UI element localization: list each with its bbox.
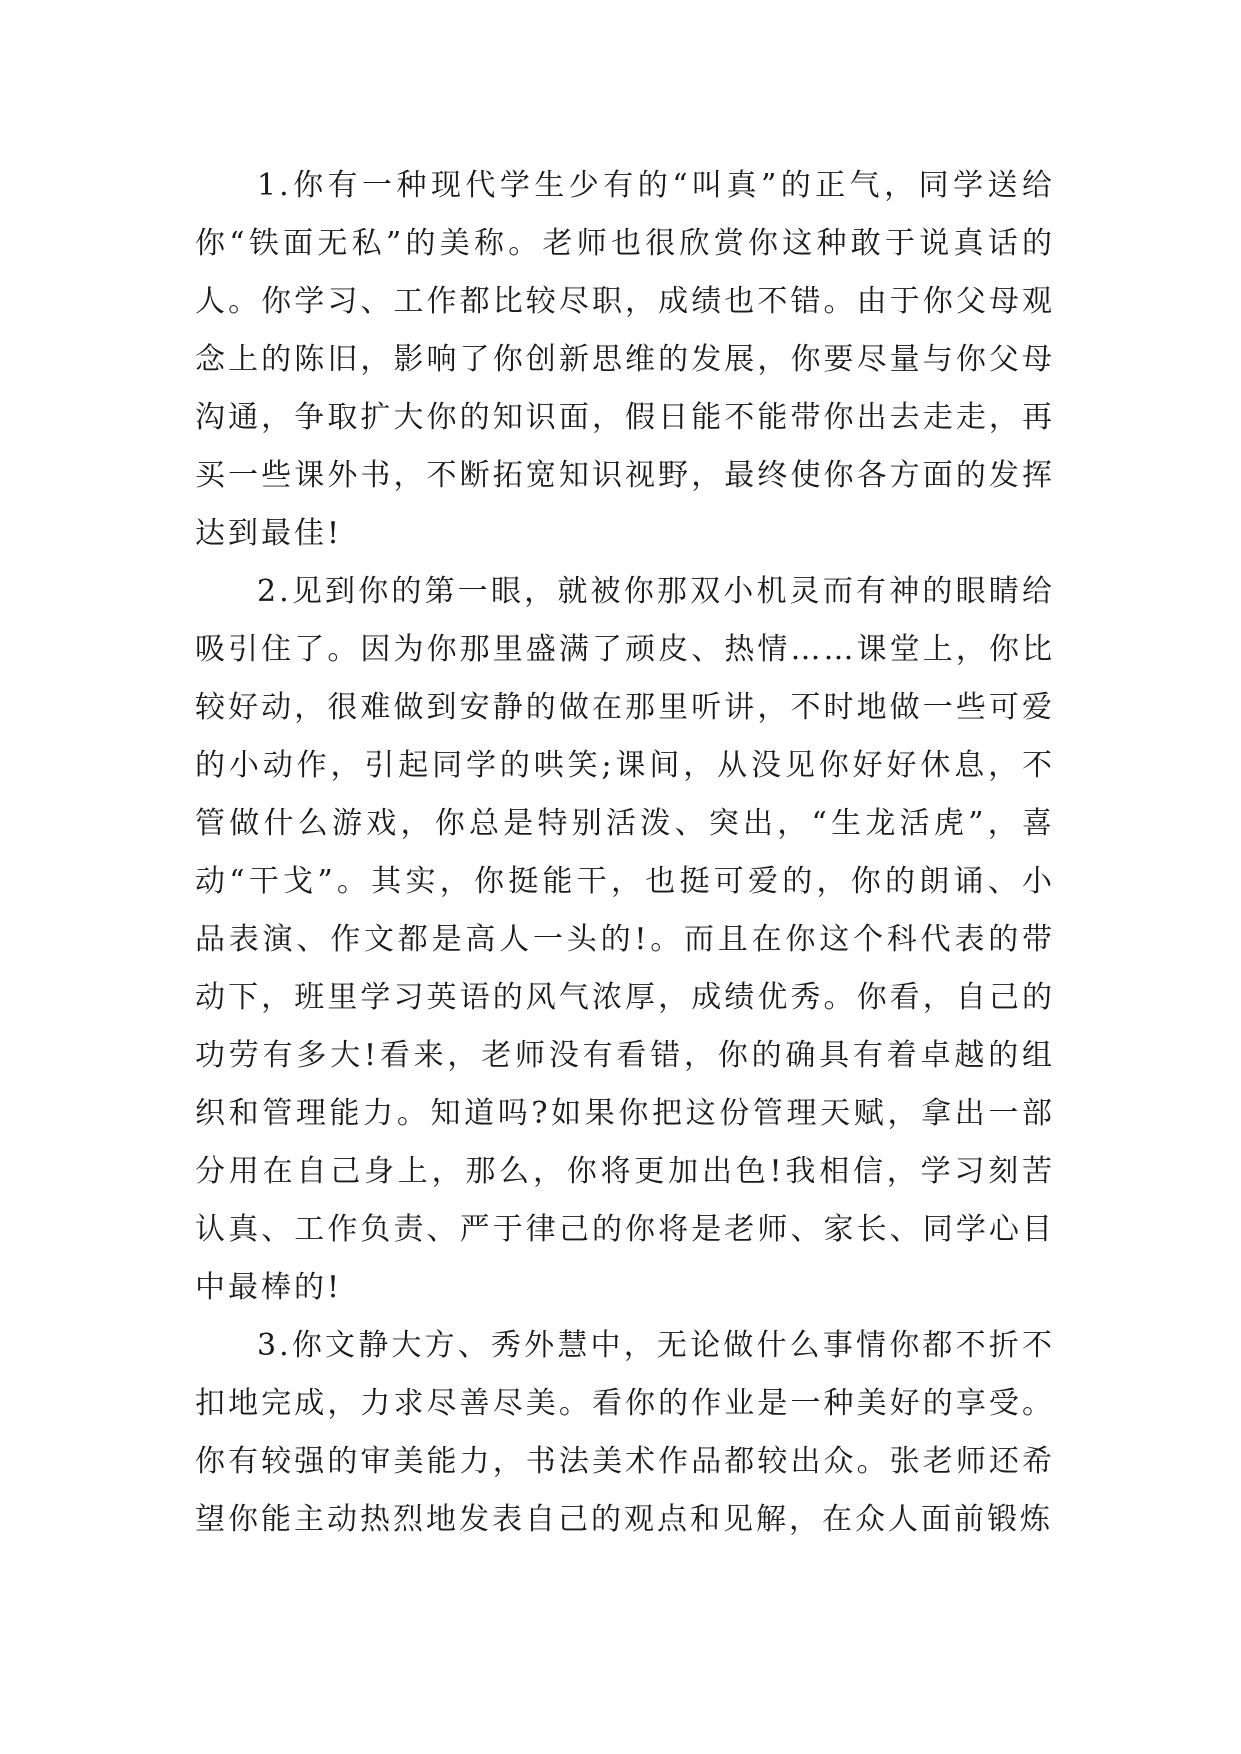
paragraph-3: 3.你文静大方、秀外慧中，无论做什么事情你都不折不扣地完成，力求尽善尽美。看你的作业是一种美好的享受。你有较强的审美能力，书法美术作品都较出众。张老师还希望你能主动热烈地发表自己的观点和见解，在众人面前锻炼	[195, 1328, 1055, 1537]
paragraph-1: 1.你有一种现代学生少有的“叫真”的正气，同学送给你“铁面无私”的美称。老师也很欣赏你这种敢于说真话的人。你学习、工作都比较尽职，成绩也不错。由于你父母观念上的陈旧，影响了你创新思维的发展，你要尽量与你父母沟通，争取扩大你的知识面，假日能不能带你出去走走，再买一些课外书，不断拓宽知识视野，最终使你各方面的发挥达到最佳!	[195, 168, 1055, 551]
paragraph-2: 2.见到你的第一眼，就被你那双小机灵而有神的眼睛给吸引住了。因为你那里盛满了顽皮、热情……课堂上，你比较好动，很难做到安静的做在那里听讲，不时地做一些可爱的小动作，引起同学的哄笑;课间，从没见你好好休息，不管做什么游戏，你总是特别活泼、突出，“生龙活虎”，喜动“干戈”。其实，你挺能干，也挺可爱的，你的朗诵、小品表演、作文都是高人一头的!。而且在你这个科代表的带动下，班里学习英语的风气浓厚，成绩优秀。你看，自己的功劳有多大!看来，老师没有看错，你的确具有着卓越的组织和管理能力。知道吗?如果你把这份管理天赋，拿出一部分用在自己身上，那么，你将更加出色!我相信，学习刻苦认真、工作负责、严于律己的你将是老师、家长、同学心目中最棒的!	[195, 574, 1055, 1305]
document-body	[195, 157, 1055, 1549]
